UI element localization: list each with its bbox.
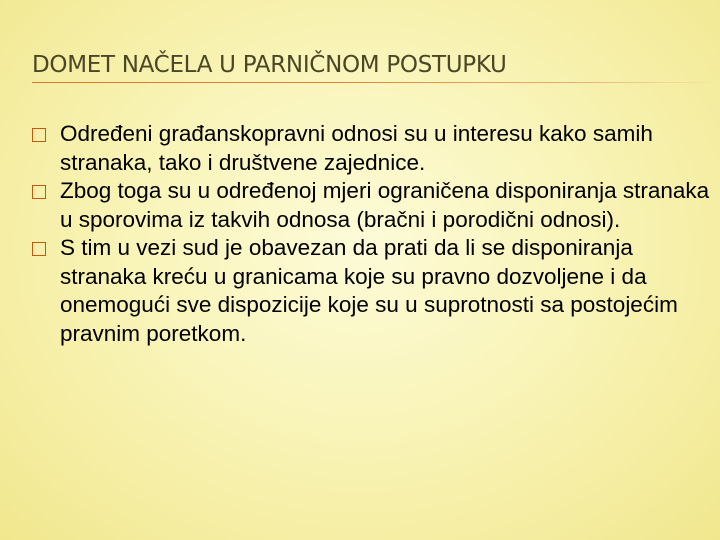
bullet-list (30, 120, 710, 348)
square-bullet-icon (32, 242, 46, 256)
square-bullet-icon (32, 128, 46, 142)
bullet-item (30, 120, 710, 177)
slide-title: DOMET NAČELA U PARNIČNOM POSTUPKU (32, 52, 507, 78)
bullet-item (30, 177, 710, 234)
bullet-text: Određeni građanskopravni odnosi su u interesu kako samih stranaka, tako i društvene zajednice. (60, 121, 653, 175)
square-bullet-icon (32, 185, 46, 199)
title-underline-divider (32, 82, 720, 83)
bullet-item (30, 234, 710, 348)
bullet-text: S tim u vezi sud je obavezan da prati da li se disponiranja stranaka kreću u granicama koje su pravno dozvoljene i da onemogući sve dispozicije koje su u suprotnosti sa postojećim pravnim poretkom. (60, 235, 678, 346)
bullet-text: Zbog toga su u određenoj mjeri ograničena disponiranja stranaka u sporovima iz takvih odnosa (bračni i porodični odnosi). (60, 178, 710, 232)
